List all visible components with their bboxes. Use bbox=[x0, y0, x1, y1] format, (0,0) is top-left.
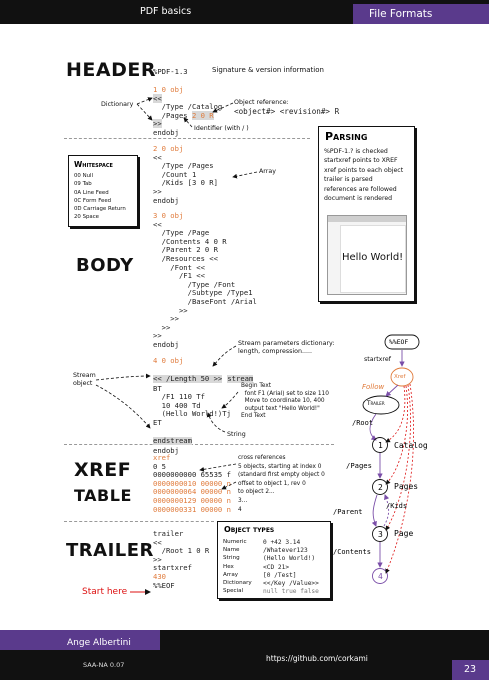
xref-row-0: 0000000000 65535 f bbox=[153, 470, 231, 480]
object-4-stream: stream bbox=[227, 373, 254, 383]
object-4-content: BT /F1 110 Tf 10 400 Td (Hello World!)Tj ET bbox=[153, 383, 231, 427]
annotation-stream-params: Stream parameters dictionary: length, compression..... bbox=[238, 340, 335, 355]
diagram-pages-key-label: /Pages bbox=[346, 461, 372, 470]
object-1-head: 1 0 obj bbox=[153, 85, 184, 94]
xref-row-2: 0000000064 00000 n bbox=[153, 487, 231, 497]
diagram-pages-label: Pages bbox=[394, 482, 419, 491]
eof-marker: %%EOF bbox=[153, 580, 175, 590]
annotation-identifier: Identifier (with / ) bbox=[194, 125, 249, 132]
annotation-xref: cross references 5 objects, starting at index 0 (standard first empty object 0 offset to object 1, rev 0 to object 2... 3... 4 bbox=[238, 455, 325, 513]
object-4-head: 4 0 obj bbox=[153, 356, 184, 365]
xref-row-3: 0000000129 00000 n bbox=[153, 495, 231, 505]
object-3-head: 3 0 obj bbox=[153, 211, 184, 220]
annotation-object-reference-code: <object#> <revision#> R bbox=[234, 107, 340, 116]
object-1-close: >> bbox=[153, 119, 162, 129]
footer-author: Ange Albertini bbox=[67, 638, 131, 648]
top-bar-title: PDF basics bbox=[140, 6, 192, 17]
annotation-stream-object: Stream object bbox=[73, 372, 96, 387]
footer bbox=[0, 630, 489, 680]
section-trailer-title: TRAILER bbox=[66, 540, 154, 561]
object-1-type: /Type /Catalog bbox=[161, 102, 223, 112]
annotation-object-reference: Object reference: bbox=[234, 99, 289, 106]
preview-text: Hello World! bbox=[342, 252, 404, 263]
object-type-row-array: Array [0 /Test] bbox=[223, 571, 297, 579]
parsing-title: Parsing bbox=[325, 130, 368, 143]
header-annotation: Signature & version information bbox=[212, 66, 324, 74]
diagram-catalog-label: Catalog bbox=[394, 441, 428, 450]
diagram-xref-label: Xref bbox=[394, 374, 406, 380]
section-body-title: BODY bbox=[76, 255, 134, 276]
footer-url[interactable]: https://github.com/corkami bbox=[266, 654, 368, 663]
xref-row-4: 0000000331 00000 n bbox=[153, 504, 231, 514]
object-4-endstream: endstream bbox=[153, 435, 192, 445]
object-1-pages: /Pages 2 0 R bbox=[161, 110, 214, 120]
diagram-contents-label: /Contents bbox=[333, 548, 371, 556]
diagram-kids-label: /Kids bbox=[386, 502, 408, 510]
whitespace-title: Whitespace bbox=[74, 160, 113, 169]
whitespace-list: 00 Null 09 Tab 0A Line Feed 0C Form Feed 0D Carriage Return 20 Space bbox=[74, 173, 126, 221]
diagram-node-2-label: 2 bbox=[378, 483, 383, 492]
xref-head: xref bbox=[153, 453, 171, 462]
footer-page-number: 23 bbox=[464, 664, 477, 675]
section-header-title: HEADER bbox=[66, 59, 156, 81]
diagram-follow-label: Follow bbox=[362, 383, 385, 391]
diagram-parent-label: /Parent bbox=[333, 508, 363, 516]
diagram-trailer-label: Trailer bbox=[367, 401, 385, 407]
diagram-node-4-label: 4 bbox=[378, 572, 383, 581]
header-code: %PDF-1.3 bbox=[153, 67, 188, 76]
parsing-text: %PDF-1.? is checked startxref points to XREF xref points to each object trailer is parsed references are followed document is rendered bbox=[324, 148, 404, 203]
section-xref-title: XREF bbox=[74, 459, 132, 481]
object-2-body: << /Type /Pages /Count 1 /Kids [3 0 R] >> endobj bbox=[153, 152, 218, 205]
section-xref-title-line2: TABLE bbox=[74, 486, 132, 505]
diagram-node-1-label: 1 bbox=[378, 441, 383, 450]
object-type-row-hex: Hex <CD 21> bbox=[223, 563, 290, 571]
annotation-string: String bbox=[227, 431, 246, 438]
diagram-root-label: /Root bbox=[352, 419, 374, 427]
object-1-end: endobj bbox=[153, 127, 179, 137]
object-type-row-numeric: Numeric 0 +42 3.14 bbox=[223, 539, 301, 546]
diagram-startxref-label: startxref bbox=[364, 356, 391, 363]
object-2-head: 2 0 obj bbox=[153, 144, 184, 153]
object-4-endobj: endobj bbox=[153, 445, 179, 455]
object-type-row-string: String (Hello World!) bbox=[223, 555, 316, 563]
object-type-row-special: Special null true false bbox=[223, 588, 319, 596]
trailer-body: trailer << /Root 1 0 R >> startxref bbox=[153, 529, 210, 573]
footer-page-tab bbox=[452, 660, 489, 680]
diagram-page-label: Page bbox=[394, 529, 414, 538]
object-4-length: << /Length 50 >> bbox=[153, 373, 223, 383]
diagram-node-3-label: 3 bbox=[378, 530, 383, 539]
xref-row-1: 0000000010 00000 n bbox=[153, 478, 231, 488]
annotation-array: Array bbox=[259, 168, 276, 175]
annotation-dictionary: Dictionary bbox=[101, 101, 134, 108]
startxref-offset: 430 bbox=[153, 571, 166, 581]
diagram-eof-label: %%EOF bbox=[389, 338, 409, 346]
object-type-row-dictionary: Dictionary <</Key /Value>> bbox=[223, 579, 319, 587]
annotation-text-ops: Begin Text font F1 (Arial) set to size 110 Move to coordinate 10, 400 output text "Hello World!" End Text bbox=[241, 383, 329, 419]
footer-ref: SAA-NA 0.07 bbox=[83, 661, 125, 669]
section-tab-label: File Formats bbox=[369, 8, 433, 20]
object-3-body: << /Type /Page /Contents 4 0 R /Parent 2 0 R /Resources << /Font << /F1 << /Type /Font /Subtype /Type1 /BaseFont /Arial >> >> >> >> endobj bbox=[153, 219, 257, 349]
object-type-row-name: Name /Whatever123 bbox=[223, 547, 308, 555]
xref-subsection: 0 5 bbox=[153, 461, 166, 471]
start-here-label: Start here bbox=[82, 587, 128, 597]
object-1-open: << bbox=[153, 93, 162, 103]
object-types-title: Object types bbox=[224, 525, 275, 534]
